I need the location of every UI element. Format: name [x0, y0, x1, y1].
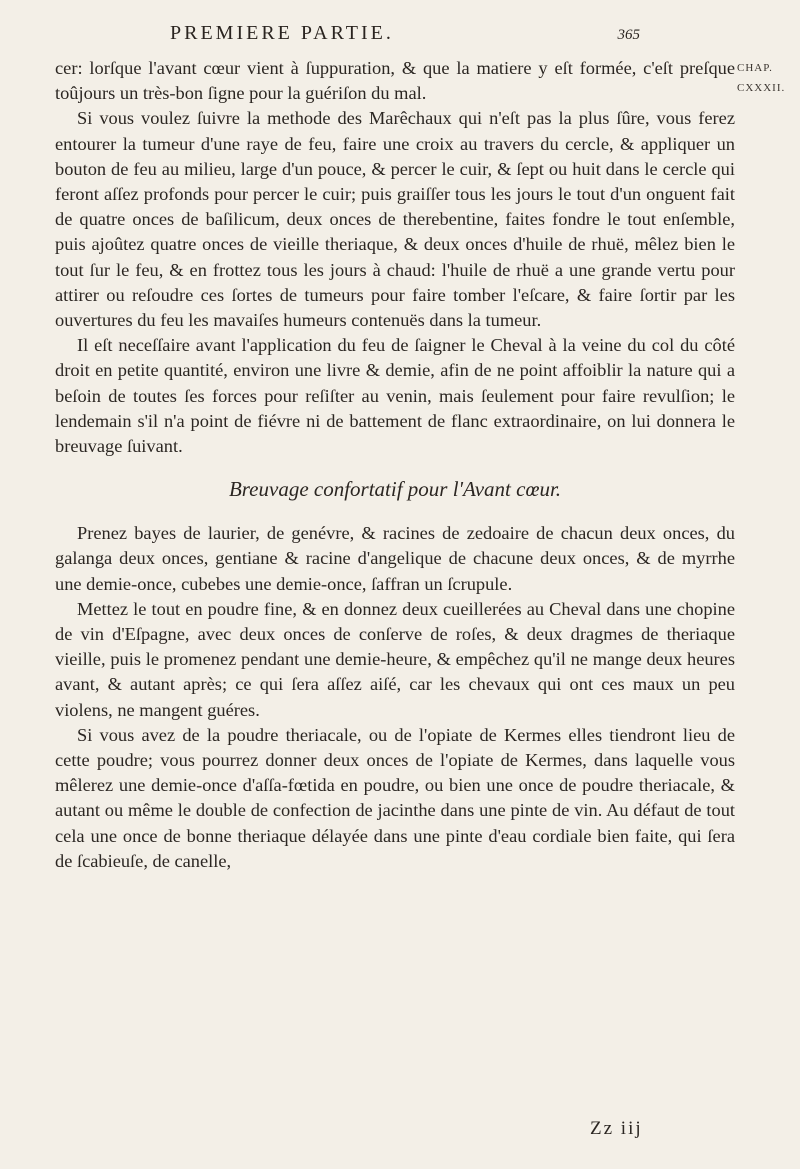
paragraph: Il eſt neceſſaire avant l'application du feu de ſaigner le Cheval à la veine du col du côté droit en petite quantité, environ une livre & demie, afin de ne point affoiblir la nature qui a beſoin de toutes ſes forces pour reſiſter au venin, mais ſeulement pour faire revulſion; le lendemain s'il n'a point de fiévre ni de battement de flanc extraordinaire, on lui donnera le breuvage ſuivant. — [55, 335, 735, 457]
paragraph: cer: lorſque l'avant cœur vient à ſuppuration, & que la matiere y eſt formée, c'eſt preſque toûjours un très-bon ſigne pour la guériſon du mal. — [55, 58, 735, 104]
paragraph: Mettez le tout en poudre fine, & en donnez deux cueillerées au Cheval dans une chopine de vin d'Eſpagne, avec deux onces de conſerve de roſes, & deux dragmes de theriaque vieille, puis le promenez pendant une demie-heure, & empêchez qu'il ne mange deux heures avant, & autant après; ce qui ſera aſſez aiſé, car les chevaux qui ont ces maux un peu violens, ne mangent guéres. — [55, 598, 735, 720]
paragraph: Si vous avez de la poudre theriacale, ou de l'opiate de Kermes elles tiendront lieu de cette poudre; vous pourrez donner deux onces de l'opiate de Kermes, dans laquelle vous mêlerez une demie-once d'aſſa-fœtida en poudre, ou bien une once de poudre theriacale, & autant ou même le double de confection de jacinthe dans une pinte de vin. Au défaut de tout cela une once de bonne theriaque délayée dans une pinte d'eau cordiale bien faite, qui ſera de ſcabieuſe, de canelle, — [55, 724, 735, 871]
section-title: Breuvage confortatif pour l'Avant cœur. — [228, 477, 562, 502]
margin-note-line-2: CXXXII. — [737, 82, 786, 94]
page-number: 365 — [617, 27, 640, 43]
margin-chapter-note — [737, 58, 797, 98]
paragraph: Prenez bayes de laurier, de genévre, & racines de zedoaire de chacun deux onces, du galanga deux onces, gentiane & racine d'angelique de chacune deux onces, & de myrrhe une demie-once, cubebes une demie-once, ſaffran un ſcrupule. — [55, 523, 735, 594]
page-header — [170, 22, 640, 45]
running-head: PREMIERE PARTIE. — [170, 22, 394, 44]
margin-note-line-1: CHAP. — [737, 62, 773, 74]
paragraph: Si vous voulez ſuivre la methode des Marêchaux qui n'eſt pas la plus ſûre, vous ferez entourer la tumeur d'une raye de feu, faire une croix au travers du cercle, & appliquer un bouton de feu au milieu, large d'un pouce, & percer le cuir, & ſept ou huit dans le cercle qui feront aſſez profonds pour percer le cuir; puis graiſſer tous les jours le tout d'un onguent fait de quatre onces de baſilicum, deux onces de therebentine, faites fondre le tout enſemble, puis ajoûtez quatre onces de vieille theriaque, & deux onces d'huile de rhuë, mêlez bien le tout ſur le feu, & en frottez tous les jours à chaud: l'huile de rhuë a une grande vertu pour attirer ou reſoudre ces ſortes de tumeurs pour faire tomber l'eſcare, & faire ſortir par les ouvertures du feu les mavaiſes humeurs contenuës dans la tumeur. — [55, 108, 735, 331]
signature-mark: Zz iij — [590, 1118, 643, 1139]
body-text — [55, 56, 735, 874]
